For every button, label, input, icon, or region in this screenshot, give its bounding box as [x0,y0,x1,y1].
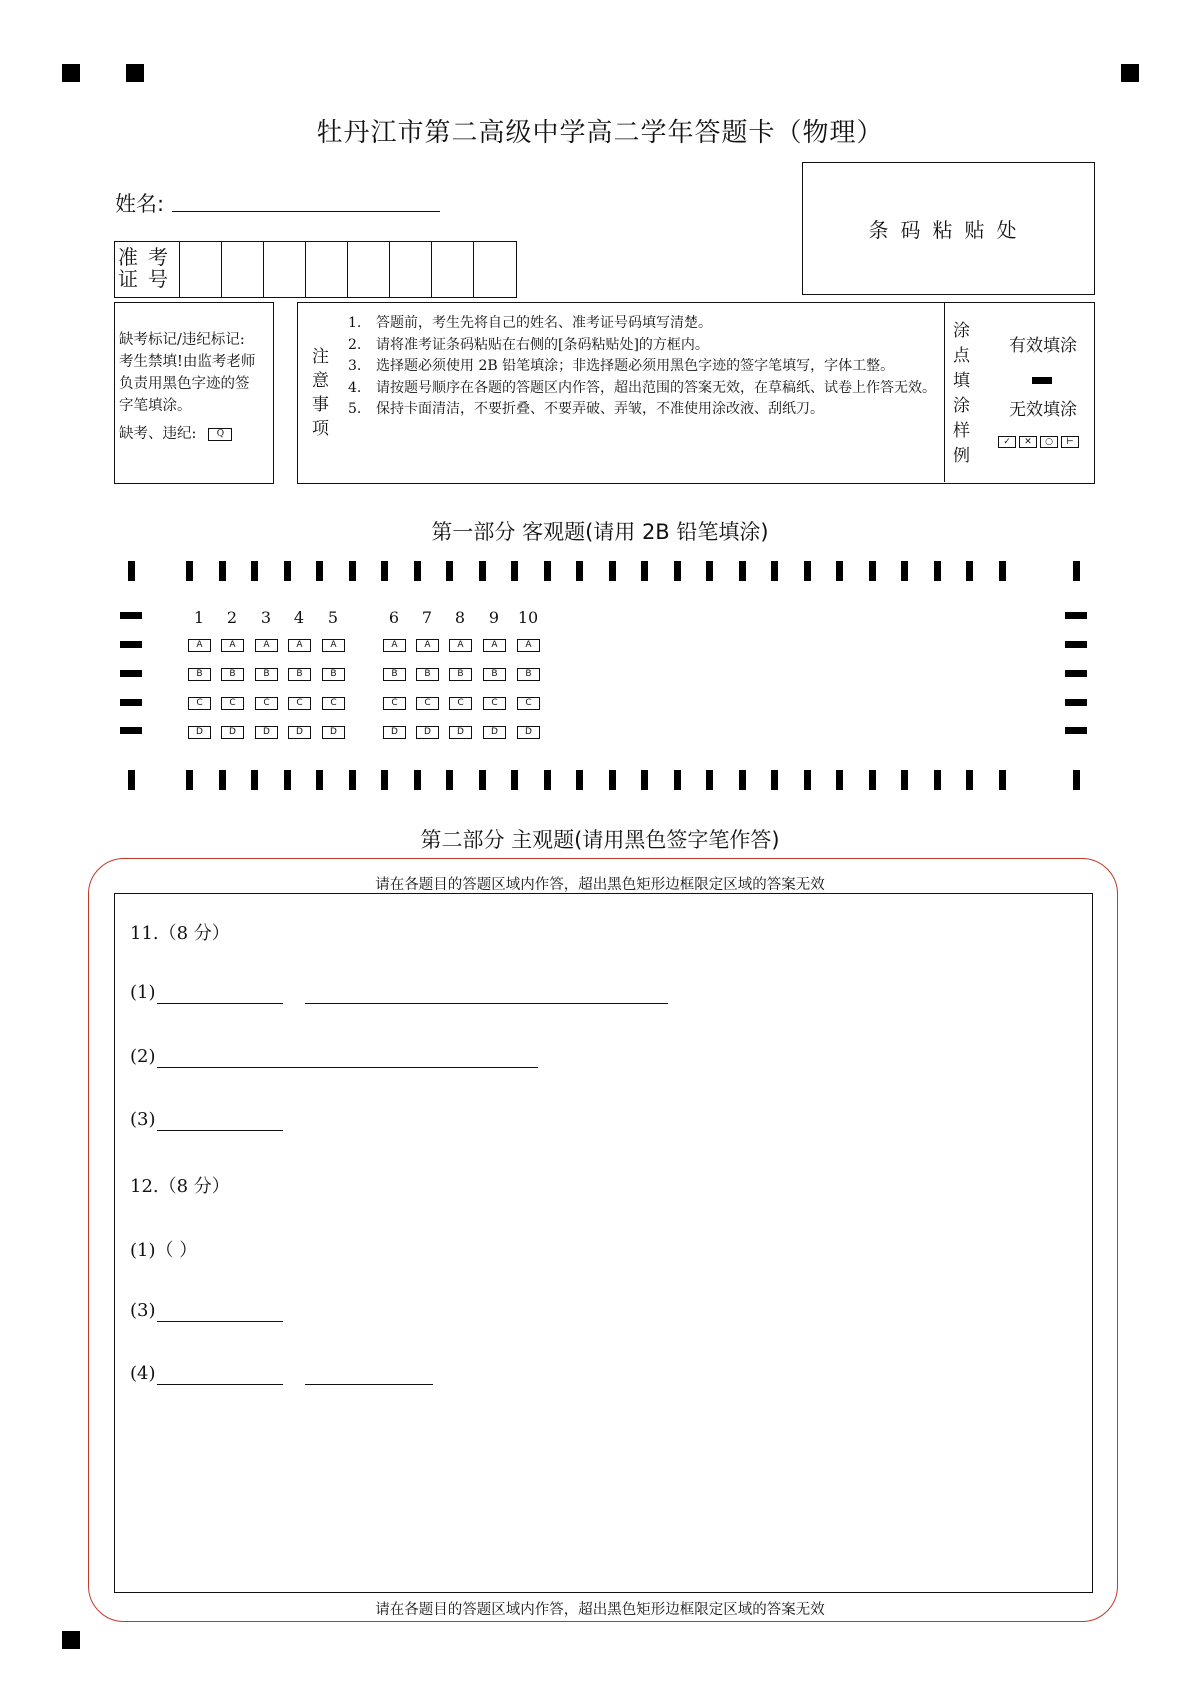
choice-bubble[interactable]: C [288,697,311,710]
notes-title: 注意事项 [312,347,329,439]
page-title: 牡丹江市第二高级中学高二学年答题卡（物理） [316,118,884,148]
timing-mark [576,770,583,790]
choice-bubble[interactable]: C [483,697,506,710]
timing-mark [446,770,453,790]
part2-title: 第二部分 主观题(请用黑色签字笔作答) [420,828,780,852]
timing-mark [901,770,908,790]
timing-mark [186,770,193,790]
side-timing-mark [1065,641,1087,648]
choice-bubble[interactable]: B [221,668,244,681]
answer-warning-bottom: 请在各题目的答题区域内作答，超出黑色矩形边框限定区域的答案无效 [375,1602,825,1618]
note-item: 1. 答题前，考生先将自己的姓名、准考证号码填写清楚。 [348,315,712,331]
choice-bubble[interactable]: C [221,697,244,710]
timing-mark [544,561,551,581]
choice-number: 9 [488,608,500,627]
timing-mark [999,561,1006,581]
timing-mark [381,770,388,790]
choice-bubble[interactable]: B [288,668,311,681]
valid-fill-example [1032,377,1052,384]
absent-mark-bubble[interactable]: Q [208,428,232,441]
q12-part4-blank-b[interactable] [305,1384,433,1385]
timing-mark [414,561,421,581]
q12-part1-label[interactable]: (1)（ ） [130,1240,198,1261]
timing-mark [706,561,713,581]
q12-part4-blank-a[interactable] [157,1384,283,1385]
choice-bubble[interactable]: D [383,726,406,739]
timing-mark [576,561,583,581]
q12-part4-label: (4) [130,1363,156,1384]
timing-mark [836,770,843,790]
timing-mark [674,770,681,790]
choice-bubble[interactable]: A [255,639,278,652]
q11-part3-label: (3) [130,1109,156,1130]
choice-bubble[interactable]: A [416,639,439,652]
timing-mark [1073,770,1080,790]
q11-part2-blank[interactable] [157,1067,538,1068]
exam-id-cell[interactable] [348,242,390,297]
timing-mark [869,770,876,790]
timing-mark [641,770,648,790]
timing-mark [446,561,453,581]
timing-mark [771,770,778,790]
corner-mark-top-left-2 [126,64,144,82]
q11-header: 11.（8 分） [130,923,230,944]
timing-mark [1073,561,1080,581]
exam-id-label-line2: 证号 [118,267,178,291]
choice-bubble[interactable]: A [483,639,506,652]
dash-mark-icon: ⊢ [1061,436,1079,448]
exam-id-cell[interactable] [474,242,516,297]
choice-number: 8 [454,608,466,627]
barcode-area [802,162,1095,295]
q11-part3-blank[interactable] [157,1130,283,1131]
barcode-label: 条码粘贴处 [868,218,1029,242]
choice-bubble[interactable]: D [221,726,244,739]
timing-mark [674,561,681,581]
timing-mark [771,561,778,581]
timing-mark [511,770,518,790]
side-timing-mark [1065,727,1087,734]
absent-line: 字笔填涂。 [119,398,192,414]
exam-id-cell[interactable] [180,242,222,297]
side-timing-mark [120,699,142,706]
timing-mark [251,770,258,790]
timing-mark [479,770,486,790]
q12-part3-label: (3) [130,1300,156,1321]
timing-mark [349,561,356,581]
timing-mark [511,561,518,581]
side-timing-mark [1065,670,1087,677]
choice-bubble[interactable]: A [188,639,211,652]
timing-mark [966,561,973,581]
absent-mark-row [119,423,271,445]
timing-mark [836,561,843,581]
choice-bubble[interactable]: B [416,668,439,681]
note-item: 3. 选择题必须使用 2B 铅笔填涂；非选择题必须用黑色字迹的签字笔填写，字体工整。 [348,358,895,374]
note-item: 2. 请将准考证条码粘贴在右侧的[条码粘贴处]的方框内。 [348,336,709,353]
choice-bubble[interactable]: D [255,726,278,739]
q11-part2-label: (2) [130,1046,156,1067]
choice-bubble[interactable]: A [288,639,311,652]
timing-mark [186,561,193,581]
invalid-fill-examples [998,436,1079,448]
timing-mark [316,770,323,790]
q11-part1-label: (1) [130,982,156,1003]
choice-bubble[interactable]: C [188,697,211,710]
choice-number: 2 [226,608,238,627]
timing-mark [804,561,811,581]
timing-mark [316,561,323,581]
timing-mark [609,770,616,790]
timing-mark [251,561,258,581]
choice-bubble[interactable]: D [517,726,540,739]
choice-bubble[interactable]: C [517,697,540,710]
choice-bubble[interactable]: C [383,697,406,710]
choice-bubble[interactable]: B [517,668,540,681]
choice-bubble[interactable]: D [483,726,506,739]
choice-number: 6 [388,608,400,627]
choice-bubble[interactable]: A [322,639,345,652]
name-field[interactable] [172,211,440,212]
choice-number: 5 [327,608,339,627]
exam-id-cell[interactable] [432,242,474,297]
choice-bubble[interactable]: A [449,639,472,652]
side-timing-mark [1065,612,1087,619]
side-timing-mark [1065,699,1087,706]
timing-mark [414,770,421,790]
timing-mark [706,770,713,790]
choice-bubble[interactable]: B [383,668,406,681]
timing-mark [544,770,551,790]
choice-bubble[interactable]: A [221,639,244,652]
note-item: 5. 保持卡面清洁，不要折叠、不要弄破、弄皱，不准使用涂改液、刮纸刀。 [348,401,824,417]
side-timing-mark [120,727,142,734]
choice-bubble[interactable]: C [255,697,278,710]
choice-bubble[interactable]: A [517,639,540,652]
timing-mark [284,561,291,581]
timing-mark [901,561,908,581]
corner-mark-top-right [1121,64,1139,82]
q11-part1-blank-a[interactable] [157,1003,283,1004]
notes-divider [944,303,945,482]
side-timing-mark [120,612,142,619]
sample-invalid-label: 无效填涂 [1009,400,1077,420]
notes-list [348,313,938,421]
circle-mark-icon: ○ [1040,436,1058,448]
notes-box [297,302,1095,484]
name-label: 姓名: [115,192,165,216]
choice-bubble[interactable]: B [255,668,278,681]
exam-id-label-line1: 准考 [118,245,178,269]
exam-id-cell[interactable] [222,242,264,297]
choice-bubble[interactable]: B [188,668,211,681]
absent-line: 负责用黑色字迹的签 [119,376,250,392]
choice-number: 1 [193,608,205,627]
q11-part1-blank-b[interactable] [305,1003,668,1004]
choice-number: 4 [293,608,305,627]
side-timing-mark [120,641,142,648]
choice-bubble[interactable]: C [416,697,439,710]
timing-mark [219,770,226,790]
corner-mark-bottom-left [62,1631,80,1649]
timing-mark [479,561,486,581]
timing-mark [934,770,941,790]
choice-bubble[interactable]: D [449,726,472,739]
absent-line: 考生禁填!由监考老师 [119,354,256,370]
timing-mark [934,561,941,581]
absent-mark-box [114,302,274,484]
choice-bubble[interactable]: B [322,668,345,681]
choice-bubble[interactable]: B [449,668,472,681]
exam-id-label [115,242,180,297]
choice-number: 3 [260,608,272,627]
q12-header: 12.（8 分） [130,1176,230,1197]
exam-id-cell[interactable] [306,242,348,297]
choice-bubble[interactable]: D [288,726,311,739]
timing-mark [381,561,388,581]
timing-mark [609,561,616,581]
choice-bubble[interactable]: D [322,726,345,739]
choice-number: 10 [517,608,539,627]
choice-bubble[interactable]: B [483,668,506,681]
choice-bubble[interactable]: D [188,726,211,739]
timing-mark [641,561,648,581]
timing-mark [869,561,876,581]
absent-line: 缺考标记/违纪标记: [119,332,245,348]
choice-bubble[interactable]: C [322,697,345,710]
timing-mark [739,561,746,581]
exam-id-cell[interactable] [264,242,306,297]
timing-mark [128,561,135,581]
choice-bubble[interactable]: C [449,697,472,710]
timing-mark [219,561,226,581]
answer-box [114,893,1093,1593]
timing-mark [128,770,135,790]
part1-title: 第一部分 客观题(请用 2B 铅笔填涂) [431,520,769,544]
sample-valid-label: 有效填涂 [1009,336,1077,356]
exam-id-cell[interactable] [390,242,432,297]
choice-bubble[interactable]: A [383,639,406,652]
timing-mark [966,770,973,790]
exam-id-grid [114,241,517,298]
timing-mark [739,770,746,790]
choice-bubble[interactable]: D [416,726,439,739]
check-mark-icon: ✓ [998,436,1016,448]
absent-mark-label: 缺考、违纪: [119,426,197,442]
timing-mark [999,770,1006,790]
cross-mark-icon: ✕ [1019,436,1037,448]
timing-mark [284,770,291,790]
q12-part3-blank[interactable] [157,1321,283,1322]
note-item: 4. 请按题号顺序在各题的答题区内作答，超出范围的答案无效，在草稿纸、试卷上作答无效。 [348,379,936,396]
corner-mark-top-left-1 [62,64,80,82]
answer-warning-top: 请在各题目的答题区域内作答，超出黑色矩形边框限定区域的答案无效 [375,877,825,893]
timing-mark [349,770,356,790]
timing-mark [804,770,811,790]
sample-title: 涂点填涂样例 [953,321,970,466]
side-timing-mark [120,670,142,677]
choice-number: 7 [421,608,433,627]
